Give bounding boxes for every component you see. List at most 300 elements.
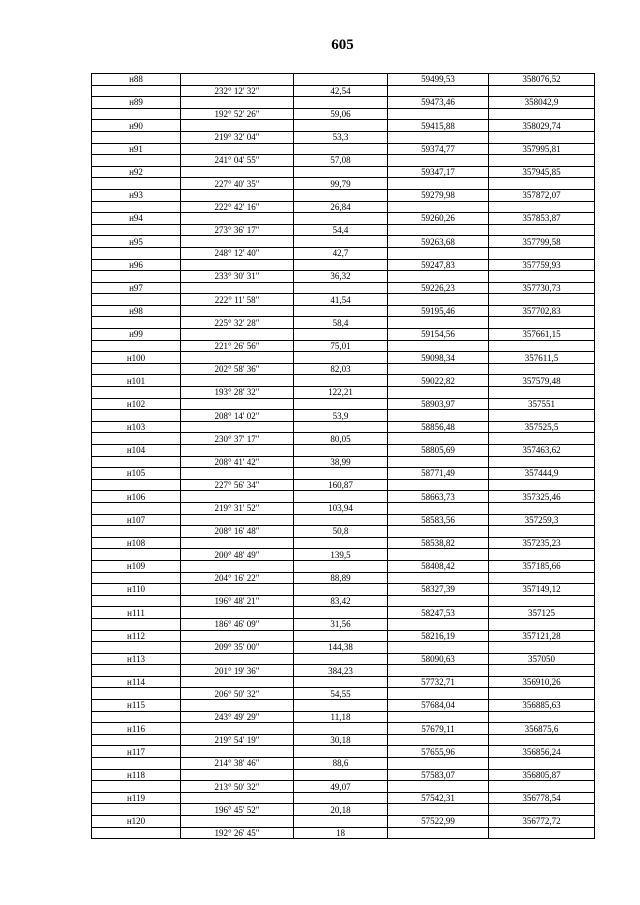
direction-angle-cell: 233° 30' 31"	[181, 271, 294, 283]
point-row	[92, 445, 595, 457]
empty-cell	[294, 746, 388, 758]
segment-row	[92, 131, 595, 143]
point-row	[92, 630, 595, 642]
empty-cell	[92, 247, 181, 259]
empty-cell	[388, 201, 489, 213]
empty-cell	[294, 305, 388, 317]
x-coordinate-cell: 58216,19	[388, 630, 489, 642]
point-row	[92, 305, 595, 317]
empty-cell	[92, 131, 181, 143]
distance-cell: 36,32	[294, 271, 388, 283]
segment-row	[92, 108, 595, 120]
direction-angle-cell: 196° 45' 52"	[181, 804, 294, 816]
point-row	[92, 421, 595, 433]
direction-angle-cell: 243° 49' 29"	[181, 711, 294, 723]
empty-cell	[388, 804, 489, 816]
empty-cell	[294, 607, 388, 619]
empty-cell	[489, 363, 595, 375]
point-row	[92, 236, 595, 248]
empty-cell	[489, 479, 595, 491]
empty-cell	[181, 584, 294, 596]
point-name-cell: н100	[92, 352, 181, 364]
direction-angle-cell: 208° 16' 48"	[181, 526, 294, 538]
distance-cell: 38,99	[294, 456, 388, 468]
empty-cell	[489, 827, 595, 839]
point-name-cell: н97	[92, 282, 181, 294]
segment-row	[92, 734, 595, 746]
distance-cell: 26,84	[294, 201, 388, 213]
empty-cell	[489, 387, 595, 399]
x-coordinate-cell: 59263,68	[388, 236, 489, 248]
y-coordinate-cell: 357125	[489, 607, 595, 619]
direction-angle-cell: 214° 38' 46"	[181, 758, 294, 770]
empty-cell	[489, 131, 595, 143]
empty-cell	[388, 410, 489, 422]
x-coordinate-cell: 59473,46	[388, 97, 489, 109]
empty-cell	[181, 491, 294, 503]
empty-cell	[181, 792, 294, 804]
empty-cell	[92, 387, 181, 399]
point-row	[92, 653, 595, 665]
y-coordinate-cell: 357853,87	[489, 213, 595, 225]
empty-cell	[294, 560, 388, 572]
y-coordinate-cell: 358042,9	[489, 97, 595, 109]
distance-cell: 49,07	[294, 781, 388, 793]
x-coordinate-cell: 59247,83	[388, 259, 489, 271]
direction-angle-cell: 232° 12' 32"	[181, 85, 294, 97]
segment-row	[92, 201, 595, 213]
empty-cell	[92, 108, 181, 120]
empty-cell	[489, 804, 595, 816]
point-name-cell: н90	[92, 120, 181, 132]
distance-cell: 82,03	[294, 363, 388, 375]
y-coordinate-cell: 357259,3	[489, 514, 595, 526]
point-row	[92, 816, 595, 828]
empty-cell	[489, 526, 595, 538]
direction-angle-cell: 225° 32' 28"	[181, 317, 294, 329]
point-row	[92, 143, 595, 155]
empty-cell	[294, 143, 388, 155]
empty-cell	[388, 387, 489, 399]
empty-cell	[388, 479, 489, 491]
empty-cell	[92, 502, 181, 514]
direction-angle-cell: 222° 42' 16"	[181, 201, 294, 213]
distance-cell: 384,23	[294, 665, 388, 677]
empty-cell	[489, 410, 595, 422]
direction-angle-cell: 221° 26' 56"	[181, 340, 294, 352]
empty-cell	[388, 317, 489, 329]
empty-cell	[92, 479, 181, 491]
distance-cell: 31,56	[294, 618, 388, 630]
x-coordinate-cell: 58247,53	[388, 607, 489, 619]
point-row	[92, 514, 595, 526]
point-row	[92, 537, 595, 549]
empty-cell	[181, 560, 294, 572]
empty-cell	[388, 642, 489, 654]
coordinates-table	[91, 73, 595, 839]
x-coordinate-cell: 59279,98	[388, 189, 489, 201]
point-name-cell: н112	[92, 630, 181, 642]
point-name-cell: н102	[92, 398, 181, 410]
empty-cell	[294, 630, 388, 642]
direction-angle-cell: 273° 36' 17"	[181, 224, 294, 236]
point-name-cell: н93	[92, 189, 181, 201]
empty-cell	[294, 120, 388, 132]
empty-cell	[181, 514, 294, 526]
direction-angle-cell: 201° 19' 36"	[181, 665, 294, 677]
y-coordinate-cell: 357525,5	[489, 421, 595, 433]
empty-cell	[294, 769, 388, 781]
point-name-cell: н114	[92, 676, 181, 688]
distance-cell: 83,42	[294, 595, 388, 607]
x-coordinate-cell: 59098,34	[388, 352, 489, 364]
x-coordinate-cell: 57679,11	[388, 723, 489, 735]
segment-row	[92, 618, 595, 630]
segment-row	[92, 549, 595, 561]
empty-cell	[294, 375, 388, 387]
point-row	[92, 792, 595, 804]
segment-row	[92, 317, 595, 329]
empty-cell	[294, 676, 388, 688]
x-coordinate-cell: 58805,69	[388, 445, 489, 457]
y-coordinate-cell: 357799,58	[489, 236, 595, 248]
direction-angle-cell: 202° 58' 36"	[181, 363, 294, 375]
direction-angle-cell: 219° 31' 52"	[181, 502, 294, 514]
empty-cell	[92, 804, 181, 816]
empty-cell	[92, 178, 181, 190]
empty-cell	[294, 259, 388, 271]
direction-angle-cell: 206° 50' 32"	[181, 688, 294, 700]
distance-cell: 54,4	[294, 224, 388, 236]
distance-cell: 59,06	[294, 108, 388, 120]
empty-cell	[92, 688, 181, 700]
x-coordinate-cell: 59415,88	[388, 120, 489, 132]
empty-cell	[181, 630, 294, 642]
empty-cell	[92, 224, 181, 236]
point-row	[92, 213, 595, 225]
segment-row	[92, 433, 595, 445]
distance-cell: 53,3	[294, 131, 388, 143]
empty-cell	[489, 502, 595, 514]
empty-cell	[489, 456, 595, 468]
point-row	[92, 607, 595, 619]
empty-cell	[181, 213, 294, 225]
distance-cell: 11,18	[294, 711, 388, 723]
empty-cell	[92, 317, 181, 329]
point-name-cell: н105	[92, 468, 181, 480]
empty-cell	[92, 456, 181, 468]
empty-cell	[294, 792, 388, 804]
y-coordinate-cell: 357661,15	[489, 329, 595, 341]
empty-cell	[489, 224, 595, 236]
segment-row	[92, 642, 595, 654]
point-row	[92, 375, 595, 387]
x-coordinate-cell: 58903,97	[388, 398, 489, 410]
point-row	[92, 259, 595, 271]
point-name-cell: н99	[92, 329, 181, 341]
empty-cell	[92, 363, 181, 375]
empty-cell	[181, 282, 294, 294]
empty-cell	[388, 618, 489, 630]
y-coordinate-cell: 357759,93	[489, 259, 595, 271]
distance-cell: 53,9	[294, 410, 388, 422]
direction-angle-cell: 227° 40' 35"	[181, 178, 294, 190]
empty-cell	[388, 572, 489, 584]
empty-cell	[181, 653, 294, 665]
empty-cell	[489, 247, 595, 259]
x-coordinate-cell: 57655,96	[388, 746, 489, 758]
empty-cell	[388, 340, 489, 352]
direction-angle-cell: 230° 37' 17"	[181, 433, 294, 445]
point-row	[92, 352, 595, 364]
empty-cell	[294, 514, 388, 526]
segment-row	[92, 781, 595, 793]
y-coordinate-cell: 357149,12	[489, 584, 595, 596]
x-coordinate-cell: 58856,48	[388, 421, 489, 433]
distance-cell: 20,18	[294, 804, 388, 816]
point-row	[92, 398, 595, 410]
distance-cell: 42,54	[294, 85, 388, 97]
point-name-cell: н113	[92, 653, 181, 665]
empty-cell	[92, 758, 181, 770]
segment-row	[92, 410, 595, 422]
empty-cell	[489, 665, 595, 677]
segment-row	[92, 387, 595, 399]
empty-cell	[294, 723, 388, 735]
empty-cell	[489, 433, 595, 445]
empty-cell	[294, 236, 388, 248]
y-coordinate-cell: 357444,9	[489, 468, 595, 480]
x-coordinate-cell: 59499,53	[388, 74, 489, 86]
direction-angle-cell: 241° 04' 55"	[181, 155, 294, 167]
direction-angle-cell: 186° 46' 09"	[181, 618, 294, 630]
empty-cell	[92, 618, 181, 630]
point-name-cell: н103	[92, 421, 181, 433]
empty-cell	[92, 549, 181, 561]
segment-row	[92, 758, 595, 770]
empty-cell	[92, 526, 181, 538]
empty-cell	[294, 653, 388, 665]
y-coordinate-cell: 357185,66	[489, 560, 595, 572]
segment-row	[92, 178, 595, 190]
point-row	[92, 189, 595, 201]
empty-cell	[92, 642, 181, 654]
empty-cell	[489, 734, 595, 746]
point-name-cell: н115	[92, 700, 181, 712]
empty-cell	[92, 155, 181, 167]
point-row	[92, 723, 595, 735]
empty-cell	[92, 781, 181, 793]
x-coordinate-cell: 59195,46	[388, 305, 489, 317]
y-coordinate-cell: 357463,62	[489, 445, 595, 457]
point-name-cell: н110	[92, 584, 181, 596]
empty-cell	[181, 421, 294, 433]
empty-cell	[388, 433, 489, 445]
direction-angle-cell: 192° 26' 45"	[181, 827, 294, 839]
direction-angle-cell: 204° 16' 22"	[181, 572, 294, 584]
empty-cell	[294, 166, 388, 178]
segment-row	[92, 224, 595, 236]
x-coordinate-cell: 58538,82	[388, 537, 489, 549]
x-coordinate-cell: 58327,39	[388, 584, 489, 596]
y-coordinate-cell: 358076,52	[489, 74, 595, 86]
y-coordinate-cell: 357702,83	[489, 305, 595, 317]
empty-cell	[388, 734, 489, 746]
empty-cell	[388, 526, 489, 538]
segment-row	[92, 526, 595, 538]
empty-cell	[294, 584, 388, 596]
empty-cell	[489, 595, 595, 607]
point-name-cell: н116	[92, 723, 181, 735]
point-row	[92, 166, 595, 178]
empty-cell	[388, 178, 489, 190]
empty-cell	[181, 537, 294, 549]
y-coordinate-cell: 356778,54	[489, 792, 595, 804]
empty-cell	[92, 271, 181, 283]
x-coordinate-cell: 59374,77	[388, 143, 489, 155]
point-name-cell: н89	[92, 97, 181, 109]
segment-row	[92, 340, 595, 352]
segment-row	[92, 572, 595, 584]
y-coordinate-cell: 357945,85	[489, 166, 595, 178]
empty-cell	[489, 201, 595, 213]
empty-cell	[294, 189, 388, 201]
x-coordinate-cell: 59022,82	[388, 375, 489, 387]
y-coordinate-cell: 356856,24	[489, 746, 595, 758]
direction-angle-cell: 208° 14' 02"	[181, 410, 294, 422]
distance-cell: 50,8	[294, 526, 388, 538]
empty-cell	[388, 224, 489, 236]
direction-angle-cell: 196° 48' 21"	[181, 595, 294, 607]
empty-cell	[92, 827, 181, 839]
point-row	[92, 676, 595, 688]
point-name-cell: н95	[92, 236, 181, 248]
distance-cell: 58,4	[294, 317, 388, 329]
point-row	[92, 491, 595, 503]
direction-angle-cell: 227° 56' 34"	[181, 479, 294, 491]
empty-cell	[388, 758, 489, 770]
direction-angle-cell: 209° 35' 00"	[181, 642, 294, 654]
point-row	[92, 746, 595, 758]
direction-angle-cell: 208° 41' 42"	[181, 456, 294, 468]
distance-cell: 30,18	[294, 734, 388, 746]
empty-cell	[388, 688, 489, 700]
distance-cell: 122,21	[294, 387, 388, 399]
empty-cell	[181, 97, 294, 109]
empty-cell	[489, 178, 595, 190]
point-row	[92, 329, 595, 341]
empty-cell	[92, 410, 181, 422]
empty-cell	[181, 166, 294, 178]
empty-cell	[294, 468, 388, 480]
empty-cell	[181, 700, 294, 712]
point-name-cell: н117	[92, 746, 181, 758]
segment-row	[92, 363, 595, 375]
empty-cell	[181, 236, 294, 248]
empty-cell	[294, 421, 388, 433]
empty-cell	[388, 665, 489, 677]
point-row	[92, 120, 595, 132]
segment-row	[92, 479, 595, 491]
point-row	[92, 584, 595, 596]
point-name-cell: н104	[92, 445, 181, 457]
empty-cell	[388, 85, 489, 97]
empty-cell	[181, 329, 294, 341]
x-coordinate-cell: 59260,26	[388, 213, 489, 225]
distance-cell: 42,7	[294, 247, 388, 259]
point-name-cell: н94	[92, 213, 181, 225]
point-row	[92, 97, 595, 109]
distance-cell: 139,5	[294, 549, 388, 561]
empty-cell	[181, 746, 294, 758]
empty-cell	[489, 642, 595, 654]
y-coordinate-cell: 357730,73	[489, 282, 595, 294]
segment-row	[92, 688, 595, 700]
x-coordinate-cell: 59154,56	[388, 329, 489, 341]
segment-row	[92, 711, 595, 723]
point-name-cell: н118	[92, 769, 181, 781]
x-coordinate-cell: 59347,17	[388, 166, 489, 178]
point-name-cell: н98	[92, 305, 181, 317]
segment-row	[92, 827, 595, 839]
empty-cell	[489, 108, 595, 120]
direction-angle-cell: 248° 12' 40"	[181, 247, 294, 259]
point-name-cell: н91	[92, 143, 181, 155]
y-coordinate-cell: 357325,46	[489, 491, 595, 503]
empty-cell	[181, 189, 294, 201]
point-name-cell: н88	[92, 74, 181, 86]
point-row	[92, 74, 595, 86]
empty-cell	[388, 456, 489, 468]
empty-cell	[294, 398, 388, 410]
segment-row	[92, 665, 595, 677]
empty-cell	[92, 711, 181, 723]
y-coordinate-cell: 356885,63	[489, 700, 595, 712]
empty-cell	[489, 294, 595, 306]
empty-cell	[294, 700, 388, 712]
empty-cell	[294, 329, 388, 341]
empty-cell	[388, 549, 489, 561]
empty-cell	[294, 816, 388, 828]
y-coordinate-cell: 357611,5	[489, 352, 595, 364]
empty-cell	[489, 340, 595, 352]
point-name-cell: н119	[92, 792, 181, 804]
empty-cell	[388, 108, 489, 120]
x-coordinate-cell: 58771,49	[388, 468, 489, 480]
empty-cell	[489, 758, 595, 770]
point-name-cell: н106	[92, 491, 181, 503]
empty-cell	[294, 213, 388, 225]
distance-cell: 57,08	[294, 155, 388, 167]
x-coordinate-cell: 57583,07	[388, 769, 489, 781]
distance-cell: 41,54	[294, 294, 388, 306]
distance-cell: 88,89	[294, 572, 388, 584]
empty-cell	[181, 769, 294, 781]
empty-cell	[489, 711, 595, 723]
segment-row	[92, 595, 595, 607]
direction-angle-cell: 219° 54' 19"	[181, 734, 294, 746]
empty-cell	[294, 491, 388, 503]
point-name-cell: н101	[92, 375, 181, 387]
empty-cell	[388, 155, 489, 167]
empty-cell	[181, 468, 294, 480]
empty-cell	[294, 282, 388, 294]
empty-cell	[92, 201, 181, 213]
segment-row	[92, 155, 595, 167]
y-coordinate-cell: 357235,23	[489, 537, 595, 549]
empty-cell	[181, 607, 294, 619]
point-row	[92, 468, 595, 480]
